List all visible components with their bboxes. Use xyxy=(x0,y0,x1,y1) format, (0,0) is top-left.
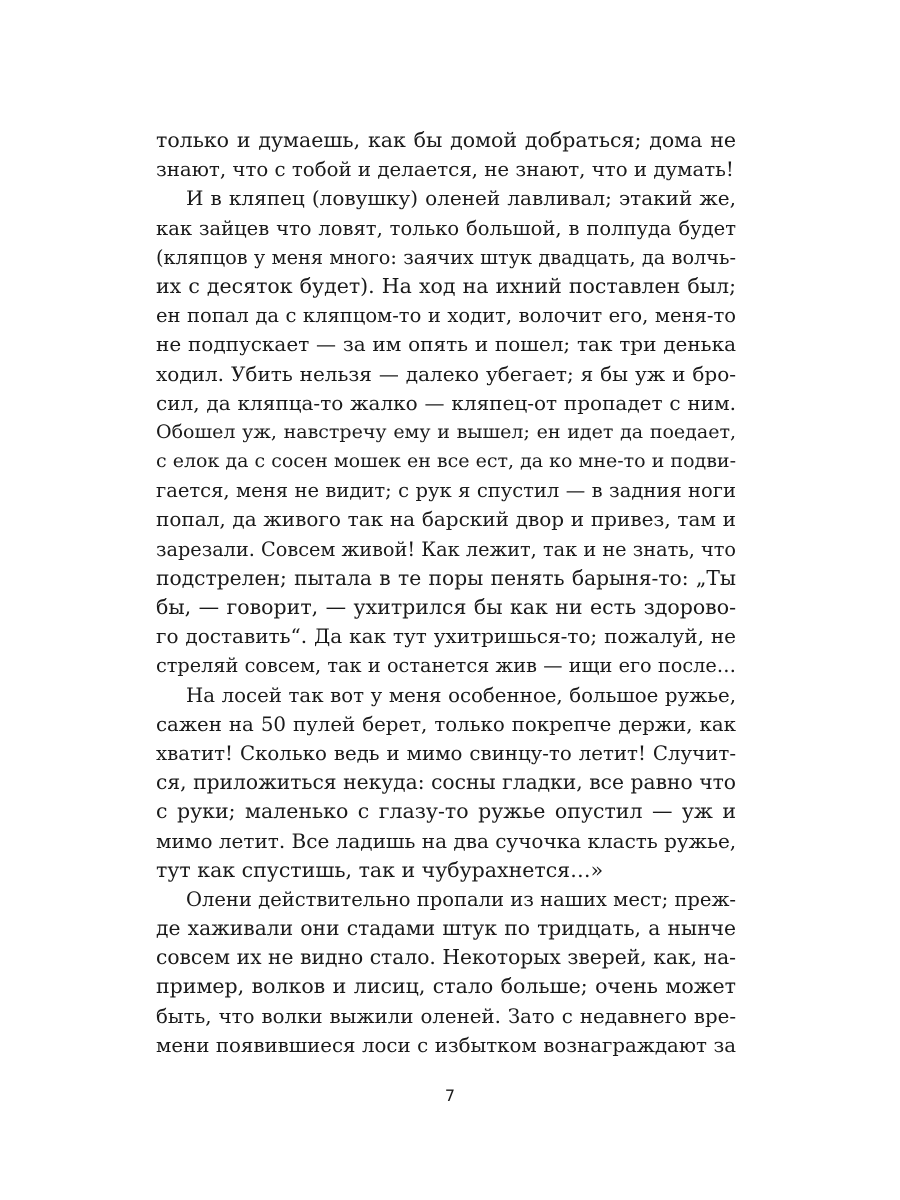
text-line: Обошел уж, навстречу ему и вышел; ен идет да поедает, xyxy=(156,420,736,443)
text-line: знают, что с тобой и делается, не знают, что и думать! xyxy=(156,158,734,182)
text-line: их с десяток будет). На ход на ихний поставлен был; xyxy=(156,273,736,298)
text-line: ся, приложиться некуда: сосны гладки, все равно что xyxy=(156,770,736,795)
page-body-text xyxy=(156,126,736,1060)
text-line: мени появившиеся лоси с избытком вознаграждают за xyxy=(156,1033,736,1057)
text-line: не подпускает — за им опять и пошел; так три денька xyxy=(156,332,736,357)
text-line: пример, волков и лисиц, стало больше; очень может xyxy=(156,974,736,999)
paragraph-first-line: И в кляпец (ловушку) оленей лавливал; этакий же, xyxy=(186,186,736,211)
text-line: зарезали. Совсем живой! Как лежит, так и не знать, что xyxy=(156,537,736,561)
text-line: бы, — говорит, — ухитрился бы как ни есть здорово- xyxy=(156,595,736,619)
page-number: 7 xyxy=(444,1086,456,1105)
text-line: хватит! Сколько ведь и мимо свинцу-то летит! Случит- xyxy=(156,741,736,765)
text-line: стреляй совсем, так и останется жив — ищи его после… xyxy=(156,654,736,678)
paragraph-first-line: Олени действительно пропали из наших мест; преж- xyxy=(186,887,736,911)
text-line: попал, да живого так на барский двор и привез, там и xyxy=(156,507,736,532)
text-line: совсем их не видно стало. Некоторых зверей, как, на- xyxy=(156,945,736,970)
text-line: мимо летит. Все ладишь на два сучочка класть ружье, xyxy=(156,828,737,853)
text-line: тут как спустишь, так и чубурахнется…» xyxy=(156,857,604,882)
text-line: гается, меня не видит; с рук я спустил — в задния ноги xyxy=(156,479,736,503)
paragraph-first-line: На лосей так вот у меня особенное, большое ружье, xyxy=(186,683,736,707)
text-line: сажен на 50 пулей берет, только покрепче держи, как xyxy=(156,712,736,736)
text-line: сил, да кляпца-то жалко — кляпец-от пропадет с ним. xyxy=(156,390,736,415)
text-line: быть, что волки выжили оленей. Зато с недавнего вре- xyxy=(156,1004,736,1028)
text-line: де хаживали они стадами штук по тридцать, а нынче xyxy=(156,916,736,941)
text-line: с руки; маленько с глазу-то ружье опустил — уж и xyxy=(156,799,736,824)
text-line: (кляпцов у меня много: заячих штук двадцать, да волчь- xyxy=(156,245,736,269)
text-line: подстрелен; пытала в те поры пенять барыня-то: „Ты xyxy=(156,565,736,590)
text-line: ходил. Убить нельзя — далеко убегает; я бы уж и бро- xyxy=(156,361,736,386)
text-line: ен попал да с кляпцом-то и ходит, волочит его, меня-то xyxy=(156,304,736,328)
text-line: только и думаешь, как бы домой добраться; дома не xyxy=(156,128,736,152)
text-line: как зайцев что ловят, только большой, в полпуда будет xyxy=(156,216,736,240)
text-line: с елок да с сосен мошек ен все ест, да ко мне-то и подви- xyxy=(156,450,736,473)
text-line: го доставить“. Да как тут ухитришься-то; пожалуй, не xyxy=(156,624,736,649)
